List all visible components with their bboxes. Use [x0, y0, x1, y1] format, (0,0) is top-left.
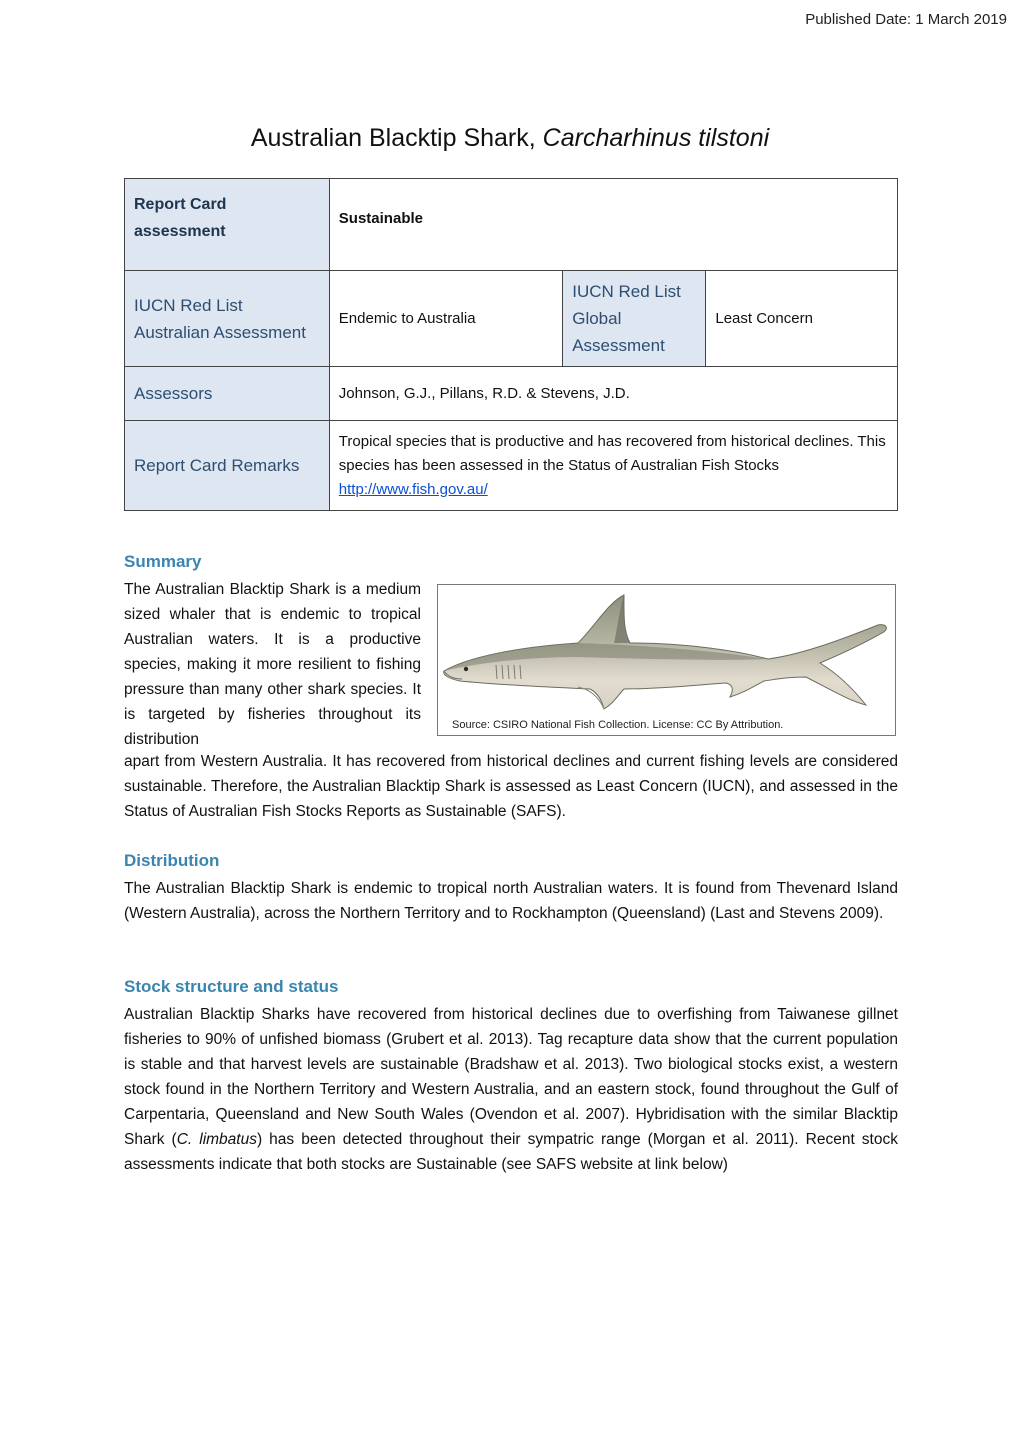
assessors-row	[125, 367, 898, 421]
distribution-heading: Distribution	[124, 851, 220, 870]
stock-text-after: ) has been detected throughout their sympatric range (Morgan et al. 2011). Recent stock assessments indicate that both stocks are Sustainable (see SAFS website at link below)	[124, 1131, 898, 1173]
assessment-label: Report Card assessment	[125, 179, 330, 271]
summary-text-wrapped: The Australian Blacktip Shark is a medium sized whaler that is endemic to tropical Australian waters. It is a productive species, making it more resilient to fishing pressure than many other shark species. It is targeted by fisheries throughout its distribution	[124, 581, 421, 748]
stock-heading: Stock structure and status	[124, 977, 339, 996]
remarks-text: Tropical species that is productive and has recovered from historical declines. This species has been assessed in the Status of Australian Fish Stocks	[338, 432, 886, 474]
page-title	[0, 124, 1020, 153]
summary-text-full: apart from Western Australia. It has recovered from historical declines and current fishing levels are considered sustainable. Therefore, the Australian Blacktip Shark is assessed as Least Concern (IUCN), and assessed in the Status of Australian Fish Stocks Reports as Sustainable (SAFS).	[124, 753, 898, 820]
shark-figure	[437, 584, 896, 736]
assessors-label: Assessors	[125, 367, 330, 421]
published-date: Published Date: 1 March 2019	[805, 11, 1007, 28]
title-common-name: Australian Blacktip Shark,	[250, 124, 536, 152]
iucn-global-label: IUCN Red List Global Assessment	[563, 271, 706, 367]
assessment-value: Sustainable	[329, 179, 897, 271]
shark-illustration	[438, 585, 895, 735]
image-caption: Source: CSIRO National Fish Collection. License: CC By Attribution.	[452, 719, 784, 731]
distribution-text: The Australian Blacktip Shark is endemic to tropical north Australian waters. It is found from Thevenard Island (Western Australia), across the Northern Territory and to Rockhampton (Queensland) (Last and Stevens 2009).	[124, 880, 898, 922]
iucn-row	[125, 271, 898, 367]
stock-text	[124, 1002, 898, 1177]
iucn-australian-label: IUCN Red List Australian Assessment	[125, 271, 330, 367]
title-scientific-name: Carcharhinus tilstoni	[542, 124, 770, 152]
summary-heading: Summary	[124, 552, 202, 571]
remarks-label: Report Card Remarks	[125, 421, 330, 511]
assessors-value: Johnson, G.J., Pillans, R.D. & Stevens, J.D.	[329, 367, 897, 421]
remarks-value	[329, 421, 897, 511]
iucn-global-value: Least Concern	[706, 271, 898, 367]
fish-gov-link[interactable]: http://www.fish.gov.au/	[338, 480, 488, 498]
iucn-australian-value: Endemic to Australia	[329, 271, 562, 367]
remarks-row	[125, 421, 898, 511]
stock-text-italic: C. limbatus	[176, 1131, 257, 1148]
assessment-row	[125, 179, 898, 271]
report-card-table	[124, 178, 898, 511]
stock-text-before: Australian Blacktip Sharks have recovered from historical declines due to overfishing from Taiwanese gillnet fisheries to 90% of unfished biomass (Grubert et al. 2013). Tag recapture data show that the current population is stable and that harvest levels are sustainable (Bradshaw et al. 2013). Two biological stocks exist, a western stock found in the Northern Territory and Western Australia, and an eastern stock, found throughout the Gulf of Carpentaria, Queensland and New South Wales (Ovendon et al. 2007). Hybridisation with the similar Blacktip Shark (	[124, 1006, 898, 1148]
